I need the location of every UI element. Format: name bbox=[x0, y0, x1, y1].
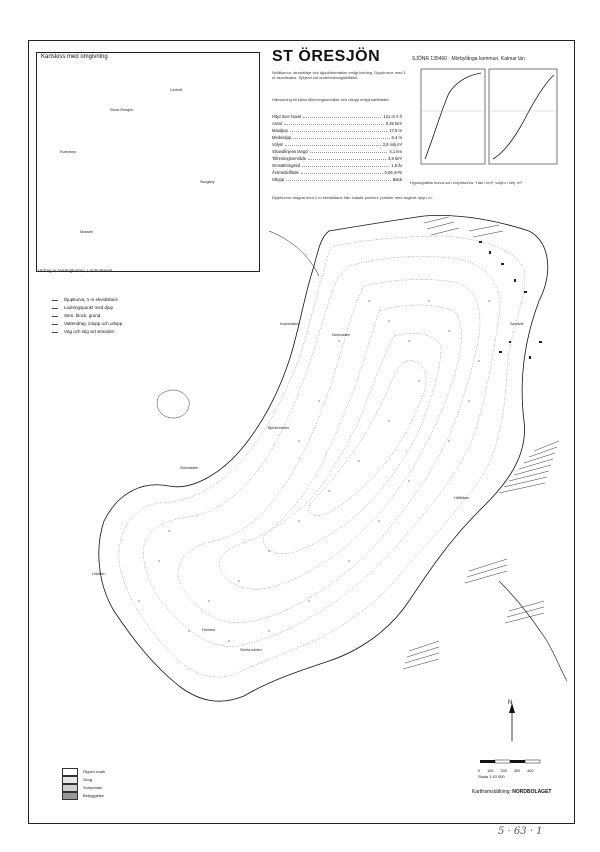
depth-contour-3 bbox=[178, 279, 480, 622]
scale-tick: 0 bbox=[478, 769, 481, 773]
inset-place-label: Skogsby bbox=[200, 180, 215, 184]
scale-tick: 200 bbox=[500, 769, 507, 773]
map-legend bbox=[52, 296, 122, 336]
contour-note: Djupkurvor dragna med 1 m ekvidistans från lodade punkter; punkter med angivet djup i m. bbox=[272, 195, 433, 200]
stat-row: Volym 2,9 milj m³ bbox=[272, 142, 402, 147]
place-label: Kvarnviken bbox=[280, 322, 299, 326]
buildings bbox=[479, 241, 542, 359]
inset-place-label: Mossen bbox=[80, 230, 94, 234]
credit-brand: NORDBOLAGET bbox=[512, 789, 552, 795]
legend-item: Djupkurva, 1 m ekvidistans bbox=[52, 296, 122, 304]
inset-caption: Utdrag ur terrängkartan, Lantmäteriet bbox=[38, 268, 113, 273]
place-label: Södra udden bbox=[240, 648, 262, 652]
place-label: Stenudden bbox=[180, 466, 199, 470]
map-credit bbox=[472, 789, 551, 795]
stat-row: Maxdjup 17,5 m bbox=[272, 128, 402, 133]
legend-item: Sumpmark bbox=[62, 784, 105, 792]
stat-row: Areal 0,45 km² bbox=[272, 121, 402, 126]
lake-shoreline bbox=[99, 215, 548, 701]
scale-tick: 300 bbox=[513, 769, 521, 773]
stat-row: Utlopp Bäck bbox=[272, 177, 402, 182]
legend-swatch bbox=[62, 792, 78, 800]
legend-item: Bebyggelse bbox=[62, 792, 105, 800]
legend-item: Skog bbox=[62, 776, 105, 784]
stat-row: Medeldjup 6,4 m bbox=[272, 135, 402, 140]
depth-soundings bbox=[138, 300, 489, 641]
map-title: ST ÖRESJÖN bbox=[272, 48, 381, 65]
north-arrow-icon bbox=[509, 703, 515, 741]
scale-tick: 100 bbox=[487, 769, 494, 773]
inset-place-label: Kvarntorp bbox=[60, 150, 77, 154]
legend-item: Väg och stig vid stranden bbox=[52, 328, 122, 336]
inset-place-label: Stora Öresjön bbox=[110, 108, 134, 112]
island bbox=[157, 390, 189, 418]
landcover-legend bbox=[62, 768, 105, 800]
legend-swatch bbox=[62, 768, 78, 776]
credit-prefix: Kartframställning: bbox=[472, 789, 511, 795]
hypsographic-graphs bbox=[421, 69, 557, 164]
shore-hatching bbox=[403, 217, 559, 669]
scale-bar-graphic bbox=[478, 758, 558, 768]
inset-title: Kartskiss med omgivning bbox=[41, 54, 108, 60]
place-label: Holmen bbox=[202, 628, 216, 632]
scale-ticks bbox=[478, 769, 558, 773]
stat-row: Tillrinningsområde 3,8 km² bbox=[272, 156, 402, 161]
legend-swatch bbox=[62, 784, 78, 792]
map-description: Nivåkurvor, strandlinje och djupinformation enligt lodning. Djupkurvor med 1 m ekvidistans. Sjöytan vid undersökningstillfället. bbox=[272, 70, 406, 80]
stat-row: Omsättningstid 1,6 år bbox=[272, 163, 402, 168]
map-subtitle: SJÖNR 135460 · Mörbylånga kommun, Kalmar län bbox=[412, 56, 525, 62]
legend-item: Vattendrag, inlopp och utlopp bbox=[52, 320, 122, 328]
place-label: Norrudden bbox=[332, 333, 350, 337]
handwritten-note: 5 · 63 · 1 bbox=[498, 826, 543, 837]
legend-item: Sten, block, grund bbox=[52, 312, 122, 320]
depth-contour-2 bbox=[144, 256, 500, 646]
scale-unit: Skala 1:10 000 bbox=[478, 774, 505, 779]
legend-swatch bbox=[62, 776, 78, 784]
graph-note: Hypsografisk kurva och volymkurva. Ytan i km², volym i milj. m³. bbox=[410, 180, 523, 185]
north-label: N bbox=[508, 700, 513, 706]
depth-contour-1 bbox=[119, 236, 525, 677]
place-label: Hällviken bbox=[454, 496, 470, 500]
inset-place-label: Lövhult bbox=[170, 88, 183, 92]
scale-bar bbox=[478, 758, 558, 779]
legend-item: Öppen mark bbox=[62, 768, 105, 776]
depth-contour-5 bbox=[264, 333, 441, 553]
legend-item: Lodningspunkt med djup bbox=[52, 304, 122, 312]
depth-contour-4 bbox=[219, 305, 461, 589]
depth-contour-6 bbox=[309, 361, 426, 516]
stat-row: Höjd över havet 121 m ö h bbox=[272, 114, 402, 119]
scale-tick: 400 bbox=[527, 769, 534, 773]
place-label: Sandvik bbox=[510, 322, 524, 326]
place-label: Lillviken bbox=[92, 572, 106, 576]
stat-row: Årsmedelflöde 0,06 m³/s bbox=[272, 170, 402, 175]
map-description-2: Hänvisning till sjöns tillrinningsområde och utlopp enligt kartbladet. bbox=[272, 97, 390, 102]
shore-road bbox=[269, 231, 319, 276]
location-inset-map bbox=[36, 52, 260, 272]
outlet-stream bbox=[499, 581, 567, 681]
lake-statistics bbox=[272, 113, 402, 183]
stat-row: Strandlinjens längd 4,1 km bbox=[272, 149, 402, 154]
place-label: Björkholmen bbox=[268, 426, 290, 430]
